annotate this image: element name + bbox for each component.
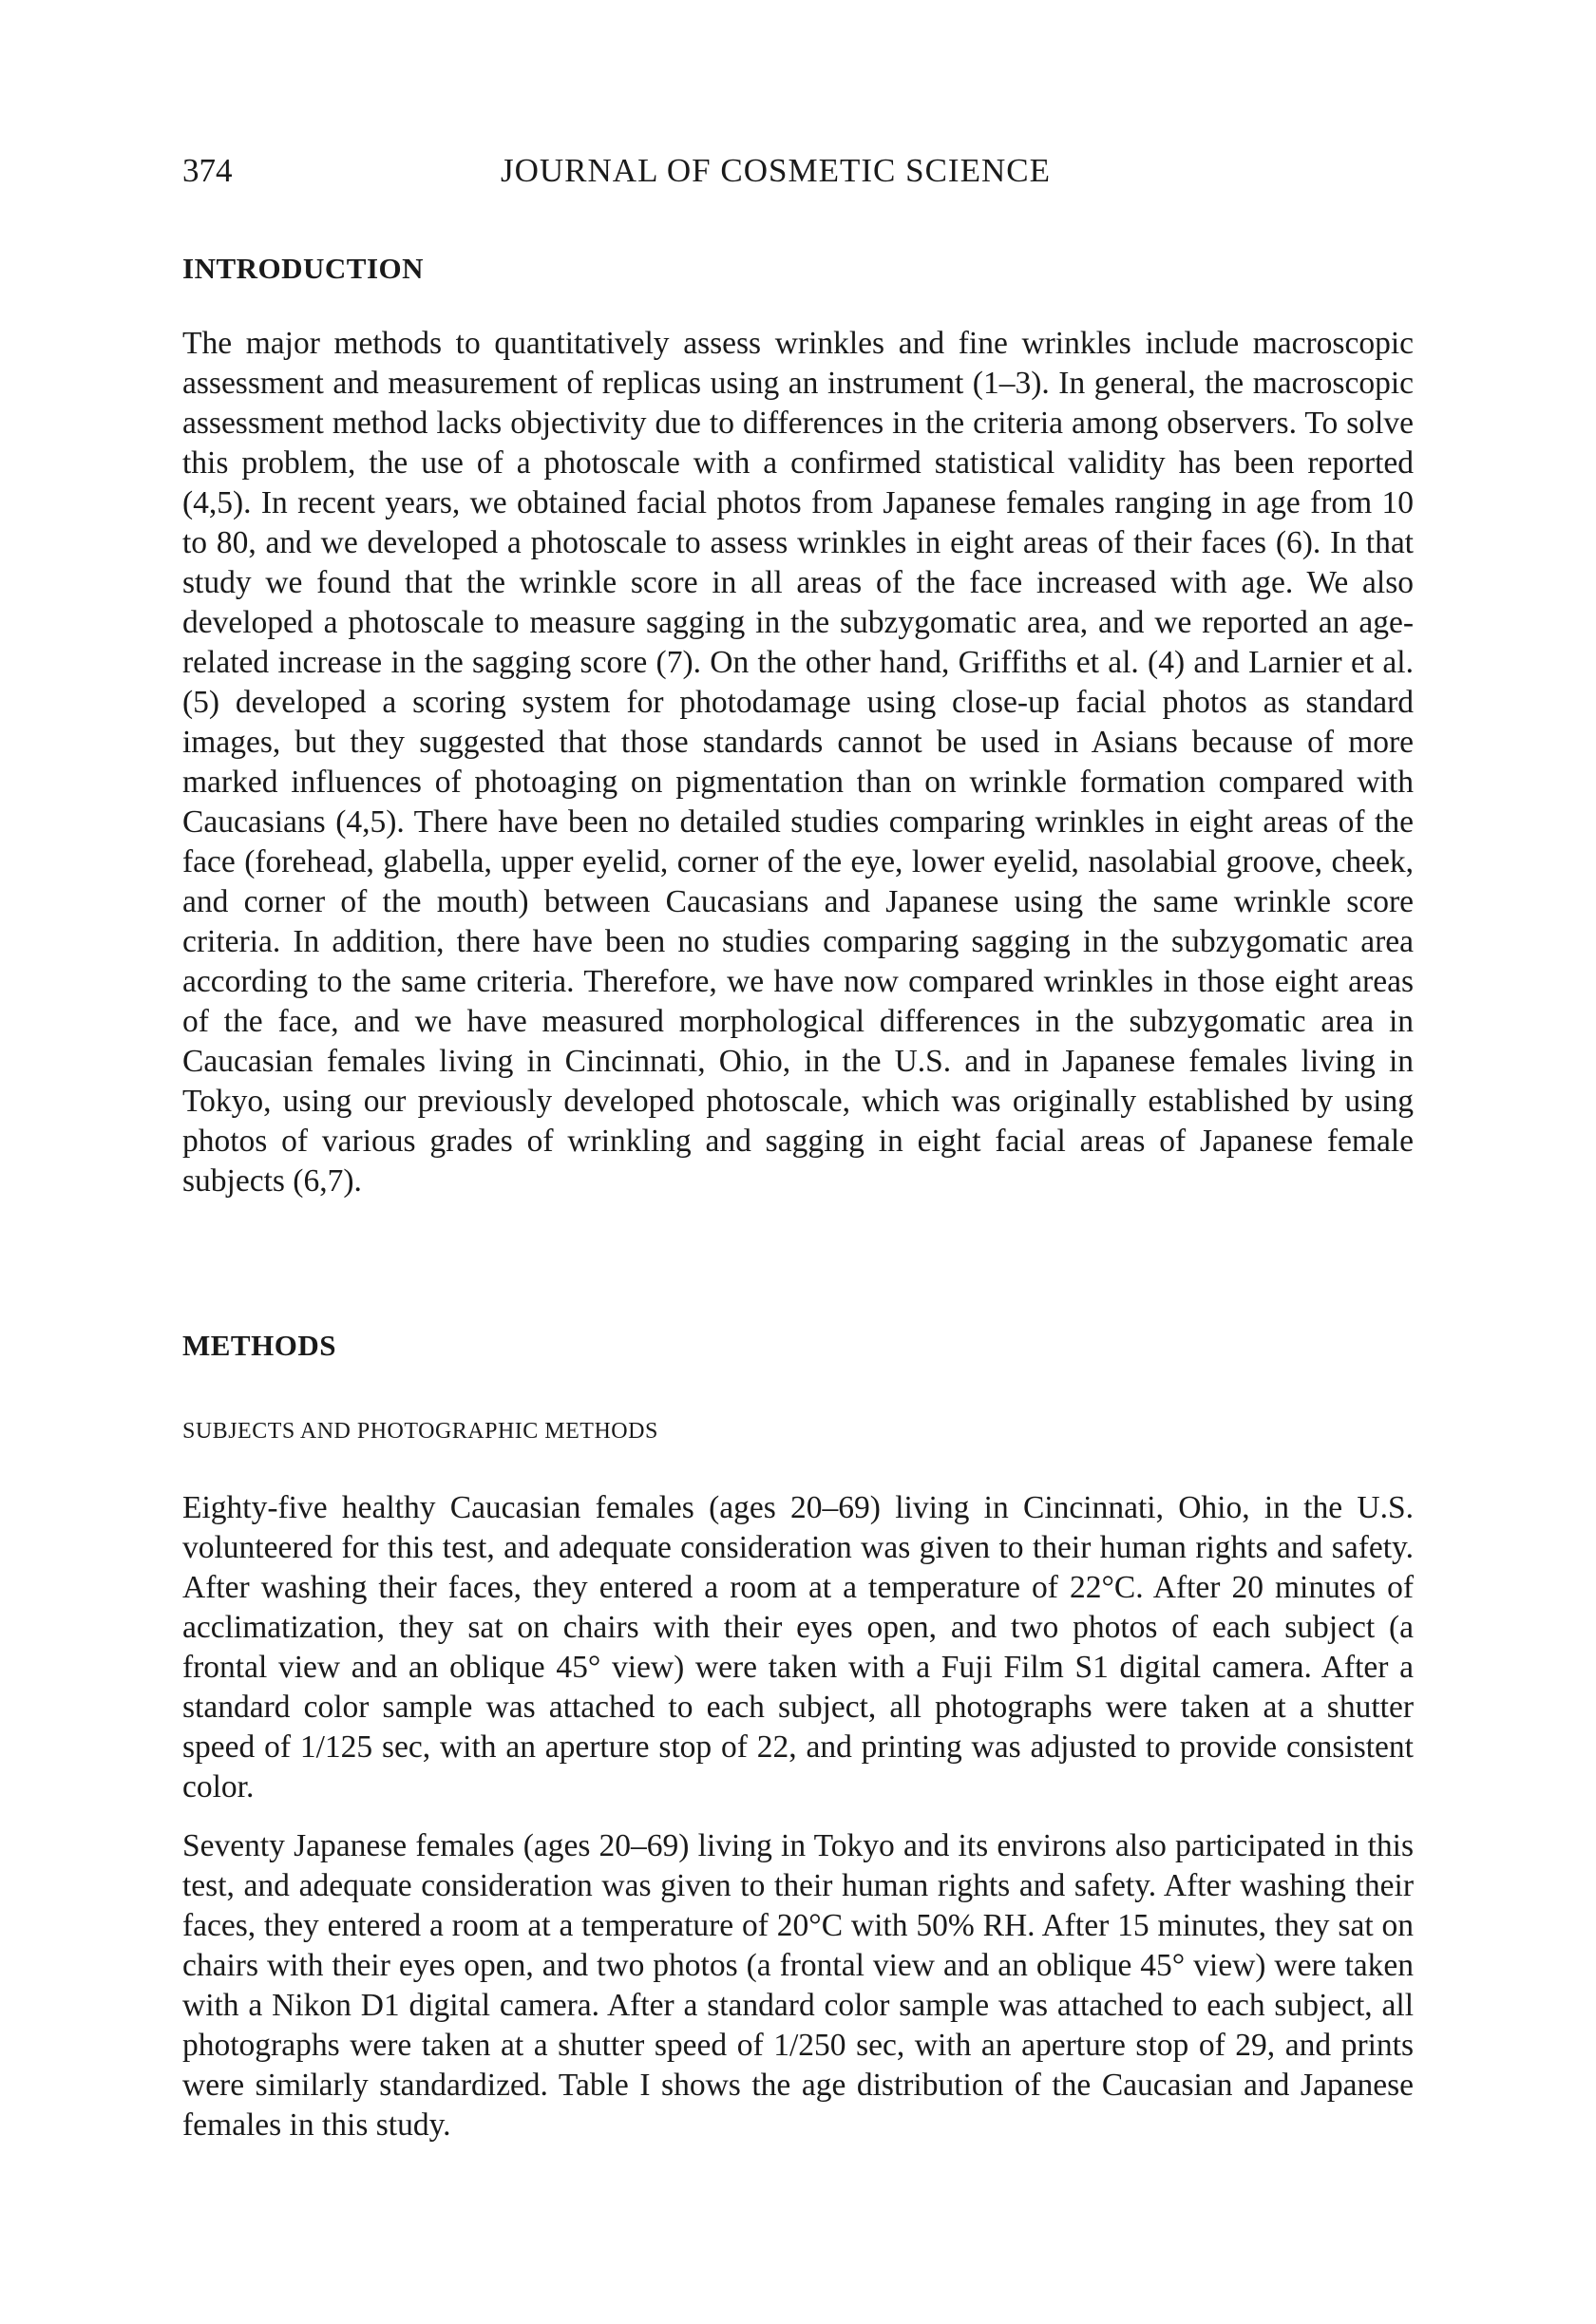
running-head bbox=[182, 150, 1417, 192]
methods-paragraph-japanese: Seventy Japanese females (ages 20–69) living in Tokyo and its environs also participated in this test, and adequate consideration was given to their human rights and safety. After washing their faces, they entered a room at a temperature of 20°C with 50% RH. After 15 minutes, they sat on chairs with their eyes open, and two photos (a frontal view and an oblique 45° view) were taken with a Nikon D1 digital camera. After a standard color sample was attached to each subject, all photographs were taken at a shutter speed of 1/250 sec, with an aperture stop of 29, and prints were similarly standardized. Table I shows the age distribution of the Caucasian and Japanese females in this study. bbox=[182, 1828, 1414, 2143]
introduction-heading: INTRODUCTION bbox=[182, 252, 425, 285]
methods-heading: METHODS bbox=[182, 1329, 336, 1362]
subjects-methods-subheading: SUBJECTS AND PHOTOGRAPHIC METHODS bbox=[182, 1419, 658, 1444]
methods-paragraph-caucasian: Eighty-five healthy Caucasian females (ages 20–69) living in Cincinnati, Ohio, in the U.S. volunteered for this test, and adequate consideration was given to their human rights and safety. After washing their faces, they entered a room at a temperature of 22°C. After 20 minutes of acclimatization, they sat on chairs with their eyes open, and two photos of each subject (a frontal view and an oblique 45° view) were taken with a Fuji Film S1 digital camera. After a standard color sample was attached to each subject, all photographs were taken at a shutter speed of 1/125 sec, with an aperture stop of 22, and printing was adjusted to provide consistent color. bbox=[182, 1490, 1414, 1804]
journal-title: JOURNAL OF COSMETIC SCIENCE bbox=[501, 152, 1051, 189]
introduction-paragraph: The major methods to quantitatively assess wrinkles and fine wrinkles include macroscopic assessment and measurement of replicas using an instrument (1–3). In general, the macroscopic assessment method lacks objectivity due to differences in the criteria among observers. To solve this problem, the use of a photoscale with a confirmed statistical validity has been reported (4,5). In recent years, we obtained facial photos from Japanese females ranging in age from 10 to 80, and we developed a photoscale to assess wrinkles in eight areas of their faces (6). In that study we found that the wrinkle score in all areas of the face increased with age. We also developed a photoscale to measure sagging in the subzygomatic area, and we reported an age-related increase in the sagging score (7). On the other hand, Griffiths et al. (4) and Larnier et al. (5) developed a scoring system for photodamage using close-up facial photos as standard images, but they suggested that those standards cannot be used in Asians because of more marked influences of photoaging on pigmentation than on wrinkle formation compared with Caucasians (4,5). There have been no detailed studies comparing wrinkles in eight areas of the face (forehead, glabella, upper eyelid, corner of the eye, lower eyelid, nasolabial groove, cheek, and corner of the mouth) between Caucasians and Japanese using the same wrinkle score criteria. In addition, there have been no studies comparing sagging in the subzygomatic area according to the same criteria. Therefore, we have now compared wrinkles in those eight areas of the face, and we have measured morphological differences in the subzygomatic area in Caucasian females living in Cincinnati, Ohio, in the U.S. and in Japanese females living in Tokyo, using our previously developed photoscale, which was originally established by using photos of various grades of wrinkling and sagging in eight facial areas of Japanese female subjects (6,7). bbox=[182, 326, 1414, 1199]
page-number: 374 bbox=[182, 152, 233, 189]
